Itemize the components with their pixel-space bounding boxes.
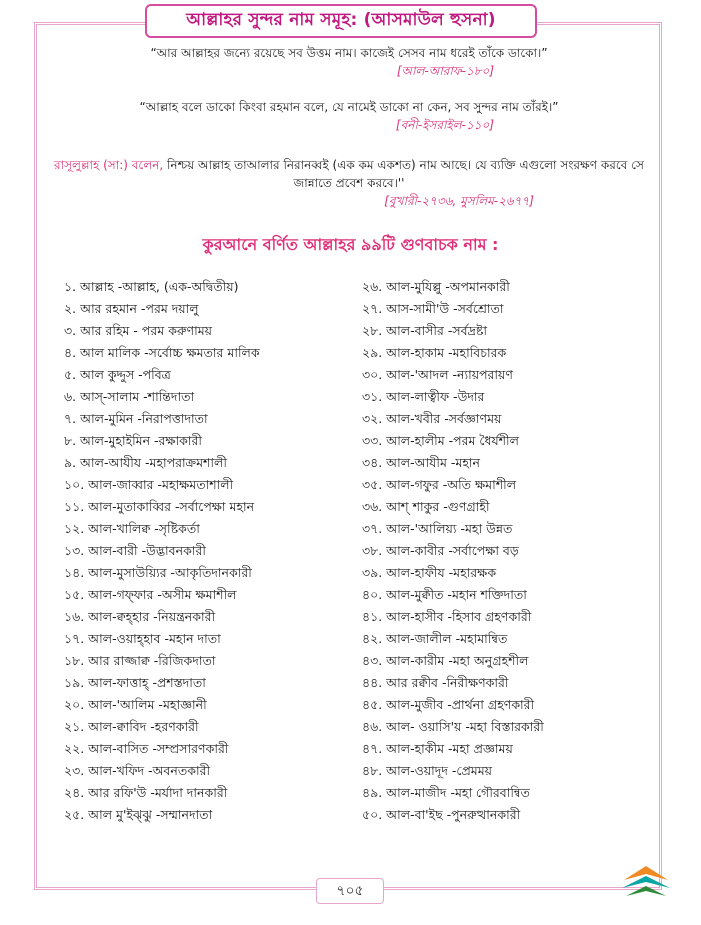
name-item: ৭. আল-মুমিন -নিরাপত্তাদাতা (64, 411, 208, 426)
names-list-left (64, 276, 364, 826)
name-item: ৪৫. আল-মুজীব -প্রার্থনা গ্রহণকারী (362, 697, 535, 712)
names-section-heading: কুরআনে বর্ণিত আল্লাহর ৯৯টি গুণবাচক নাম : (202, 235, 499, 254)
name-item: ৪৭. আল-হাকীম -মহা প্রজ্ঞাময় (362, 741, 513, 756)
page-number: ৭০৫ (316, 878, 384, 904)
name-item: ১৯. আল-ফাত্তাহ্ -প্রশস্তদাতা (64, 675, 206, 690)
quote-bani-israil-reference: [বনী-ইসরাইল-১১০] (395, 118, 494, 132)
page-title: আল্লাহর সুন্দর নাম সমূহ: (আসমাউল হুসনা) (145, 4, 537, 38)
name-item: ৬. আস্-সালাম -শান্তিদাতা (64, 389, 195, 404)
name-item: ১৪. আল-মুসাউয়্যির -আকৃতিদানকারী (64, 565, 252, 580)
name-item: ১০. আল-জাব্বার -মহাক্ষমতাশালী (64, 477, 234, 492)
name-item: ৪৩. আল-কারীম -মহা অনুগ্রহশীল (362, 653, 529, 668)
name-item: ১২. আল-খালিক্ব -সৃষ্টিকর্তা (64, 521, 200, 536)
intro-section (44, 44, 654, 224)
hadith-reference: [বুখারী-২৭৩৬, মুসলিম-২৬৭৭] (384, 194, 534, 208)
name-item: ১৫. আল-গফ্ফার -অসীম ক্ষমাশীল (64, 587, 237, 602)
name-item: ২৮. আল-বাসীর -সর্বদ্রষ্টা (362, 323, 488, 338)
name-item: ২১. আল-ক্বাবিদ -হরণকারী (64, 719, 199, 734)
names-list-right (362, 276, 662, 826)
name-item: ২৭. আস-সামী'উ -সর্বশ্রোতা (362, 301, 504, 316)
hadith-block (44, 156, 654, 210)
name-item: ২৩. আল-খফিদ -অবনতকারী (64, 763, 211, 778)
name-item: ৪২. আল-জালীল -মহামান্বিত (362, 631, 508, 646)
name-item: ৪০. আল-মুক্বীত -মহান শক্তিদাতা (362, 587, 527, 602)
name-item: ১৬. আল-ক্বহ্হার -নিয়ন্ত্রনকারী (64, 609, 216, 624)
name-item: ৪৯. আল-মাজীদ -মহা গৌরবান্বিত (362, 785, 530, 800)
name-item: ২৪. আর রফি'উ -মর্যাদা দানকারী (64, 785, 228, 800)
quote-araf-reference: [আল-আরাফ-১৮০] (396, 64, 494, 78)
name-item: ১. আল্লাহ -আল্লাহ, (এক-অদ্বিতীয়) (64, 279, 239, 294)
name-item: ৪৪. আর রক্বীব -নিরীক্ষণকারী (362, 675, 509, 690)
name-item: ১৭. আল-ওয়াহ্হাব -মহান দাতা (64, 631, 221, 646)
name-item: ২৫. আল মু'ইঝ্ঝু -সম্মানদাতা (64, 807, 213, 822)
name-item: ১৩. আল-বারী -উদ্ভাবনকারী (64, 543, 206, 558)
name-item: ৪. আল মালিক -সর্বোচ্চ ক্ষমতার মালিক (64, 345, 260, 360)
name-item: ৯. আল-আযীয -মহাপরাক্রমশালী (64, 455, 227, 470)
name-item: ৩১. আল-লাত্বীফ -উদার (362, 389, 485, 404)
name-item: ৪৮. আল-ওয়াদূদ -প্রেমময় (362, 763, 493, 778)
hadith-lead: রাসূলুল্লাহ (সা:) বলেন, (54, 158, 164, 172)
name-item: ১৮. আর রাজ্জাক্ব -রিজিকদাতা (64, 653, 216, 668)
name-item: ৩৫. আল-গফুর -অতি ক্ষমাশীল (362, 477, 517, 492)
name-item: ৩৭. আল-'আলিয়্য -মহা উন্নত (362, 521, 513, 536)
name-item: ৩২. আল-খবীর -সর্বজ্ঞাণময় (362, 411, 502, 426)
name-item: ৩৪. আল-আযীম -মহান (362, 455, 480, 470)
name-item: ৩০. আল-'আদল -ন্যায়পরায়ণ (362, 367, 513, 382)
name-item: ৮. আল-মুহাইমিন -রক্ষাকারী (64, 433, 203, 448)
name-item: ৫. আল কুদ্দুস -পবিত্র (64, 367, 171, 382)
name-item: ৩৮. আল-কাবীর -সর্বাপেক্ষা বড় (362, 543, 519, 558)
name-item: ২৬. আল-মুযিল্লু -অপমানকারী (362, 279, 510, 294)
name-item: ২. আর রহমান -পরম দয়ালু (64, 301, 199, 316)
name-item: ৩. আর রহিম - পরম করুণাময় (64, 323, 213, 338)
quote-bani-israil-text: “আল্লাহ বলে ডাকো কিংবা রহমান বলে, যে নামেই ডাকো না কেন, সব সুন্দর নাম তাঁরই।” (139, 100, 559, 114)
name-item: ১১. আল-মুতাকাব্বির -সর্বাপেক্ষা মহান (64, 499, 255, 514)
quote-bani-israil (44, 98, 654, 134)
hadith-text: নিশ্চয় আল্লাহ তাআলার নিরানব্বই (এক কম একশত) নাম আছে। যে ব্যক্তি এগুলো সংরক্ষণ করবে সে জান্নাতে প্রবেশ করবে।'' (163, 158, 644, 190)
name-item: ৩৬. আশ্ শাকুর -গুণগ্রাহী (362, 499, 490, 514)
name-item: ৫০. আল-বা'ইছ -পুনরুত্থানকারী (362, 807, 521, 822)
name-item: ২২. আল-বাসিত -সম্প্রসারণকারী (64, 741, 229, 756)
name-item: ২০. আল-'আলিম -মহাজ্ঞানী (64, 697, 207, 712)
name-item: ৪৬. আল- ওয়াসি'য় -মহা বিস্তারকারী (362, 719, 544, 734)
quote-araf-text: “আর আল্লাহর জন্যে রয়েছে সব উত্তম নাম। কাজেই সেসব নাম ধরেই তাঁকে ডাকো।” (150, 46, 548, 60)
publisher-logo-icon (618, 860, 674, 902)
name-item: ৩৯. আল-হাফীয -মহারক্ষক (362, 565, 497, 580)
quote-araf (44, 44, 654, 80)
name-item: ২৯. আল-হাকাম -মহাবিচারক (362, 345, 507, 360)
name-item: ৪১. আল-হাসীব -হিসাব গ্রহণকারী (362, 609, 532, 624)
name-item: ৩৩. আল-হালীম -পরম ধৈর্যশীল (362, 433, 519, 448)
